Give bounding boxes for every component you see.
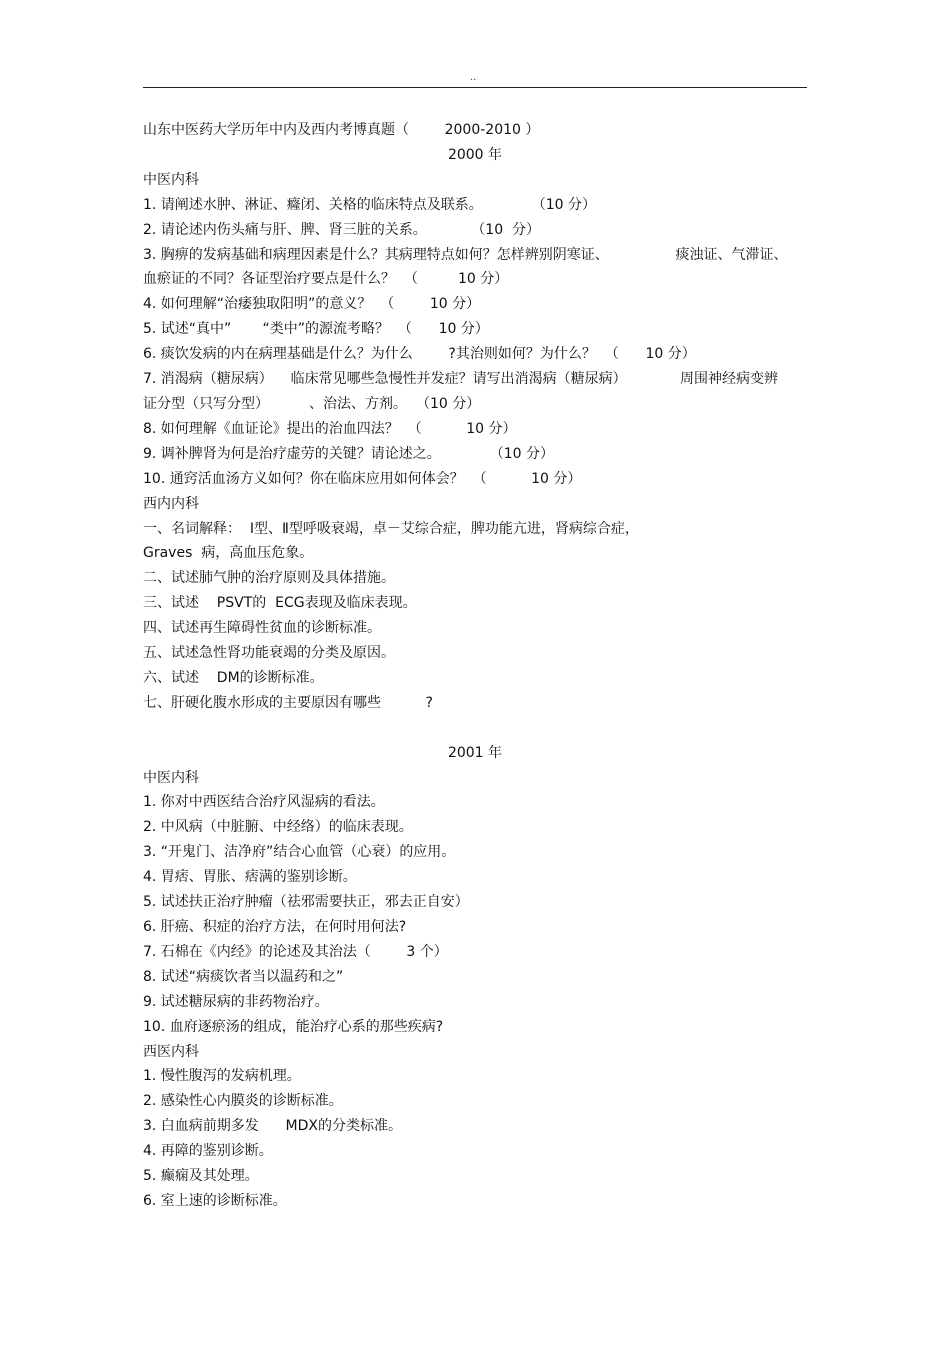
question-line: 1. 慢性腹泻的发病机理。 xyxy=(143,1068,301,1085)
question-line: 证分型（只写分型） 、治法、方剂。 （10 分） xyxy=(143,395,481,412)
question-line: 血瘀证的不同？各证型治疗要点是什么？ （ 10 分） xyxy=(143,271,509,288)
question-line: 4. 胃痞、胃胀、痞满的鉴别诊断。 xyxy=(143,869,357,886)
question-line: 7. 石棉在《内经》的论述及其治法（ 3 个） xyxy=(143,943,448,960)
section-heading: 西医内科 xyxy=(143,1043,199,1060)
section-heading: 中医内科 xyxy=(143,171,199,188)
question-line: 6. 痰饮发病的内在病理基础是什么？为什么 ?其治则如何？为什么？ （ 10 分） xyxy=(143,346,696,363)
question-line: 2. 中风病（中脏腑、中经络）的临床表现。 xyxy=(143,819,413,836)
question-line: 二、试述肺气肿的治疗原则及具体措施。 xyxy=(143,570,395,587)
question-line: 9. 试述糖尿病的非药物治疗。 xyxy=(143,993,329,1010)
question-line: 1. 请阐述水肿、淋证、癃闭、关格的临床特点及联系。 （10 分） xyxy=(143,196,597,213)
header-rule xyxy=(143,87,807,88)
question-line: 四、试述再生障碍性贫血的诊断标准。 xyxy=(143,620,381,637)
question-line: 六、试述 DM的诊断标准。 xyxy=(143,669,324,686)
question-line: Graves 病，高血压危象。 xyxy=(143,545,314,562)
question-line: 3. 胸痹的发病基础和病理因素是什么？其病理特点如何？怎样辨别阴寒证、 痰浊证、气滞证、 xyxy=(143,246,788,263)
question-line: 3. 白血病前期多发 MDX的分类标准。 xyxy=(143,1118,402,1135)
question-line: 三、试述 PSVT的 ECG表现及临床表现。 xyxy=(143,595,417,612)
question-line: 10. 通窍活血汤方义如何？你在临床应用如何体会？ （ 10 分） xyxy=(143,470,582,487)
question-line: 6. 肝癌、积症的治疗方法，在何时用何法? xyxy=(143,918,407,935)
year-heading: 2000 年 xyxy=(447,146,503,163)
question-line: 5. 癫痫及其处理。 xyxy=(143,1168,259,1185)
section-heading: 中医内科 xyxy=(143,769,199,786)
question-line: 5. 试述“真中” “类中”的源流考略？ （ 10 分） xyxy=(143,321,489,338)
question-line: 5. 试述扶正治疗肿瘤（祛邪需要扶正，邪去正自安） xyxy=(143,894,469,911)
question-line: 4. 如何理解“治痿独取阳明”的意义？ （ 10 分） xyxy=(143,296,481,313)
document-body xyxy=(143,118,807,1214)
question-line: 7. 消渴病（糖尿病） 临床常见哪些急慢性并发症？请写出消渴病（糖尿病） 周围神经病变辨 xyxy=(143,371,779,388)
section-heading: 西内内科 xyxy=(143,495,199,512)
question-line: 1. 你对中西医结合治疗风湿病的看法。 xyxy=(143,794,385,811)
spacer xyxy=(143,716,807,741)
question-line: 2. 请论述内伤头痛与肝、脾、肾三脏的关系。 （10 分） xyxy=(143,221,541,238)
question-line: 9. 调补脾肾为何是治疗虚劳的关键？请论述之。 （10 分） xyxy=(143,445,555,462)
document-title: 山东中医药大学历年中内及西内考博真题（ 2000-2010 ） xyxy=(143,122,540,138)
question-line: 3. “开鬼门、洁净府”结合心血管（心衰）的应用。 xyxy=(143,844,456,861)
question-line: 8. 如何理解《血证论》提出的治血四法？ （ 10 分） xyxy=(143,420,517,437)
question-line: 6. 室上速的诊断标准。 xyxy=(143,1192,287,1209)
question-line: 一、名词解释： Ⅰ型、Ⅱ型呼吸衰竭，卓－艾综合症，脾功能亢进，肾病综合症， xyxy=(143,520,639,537)
question-line: 8. 试述“病痰饮者当以温药和之” xyxy=(143,968,344,985)
question-line: 10. 血府逐瘀汤的组成，能治疗心系的那些疾病? xyxy=(143,1018,444,1035)
year-heading: 2001 年 xyxy=(447,744,503,761)
header-marker: .. xyxy=(470,72,477,83)
question-line: 五、试述急性肾功能衰竭的分类及原因。 xyxy=(143,645,395,662)
question-line: 七、肝硬化腹水形成的主要原因有哪些 ? xyxy=(143,694,433,711)
question-line: 2. 感染性心内膜炎的诊断标准。 xyxy=(143,1093,343,1110)
question-line: 4. 再障的鉴别诊断。 xyxy=(143,1143,273,1160)
